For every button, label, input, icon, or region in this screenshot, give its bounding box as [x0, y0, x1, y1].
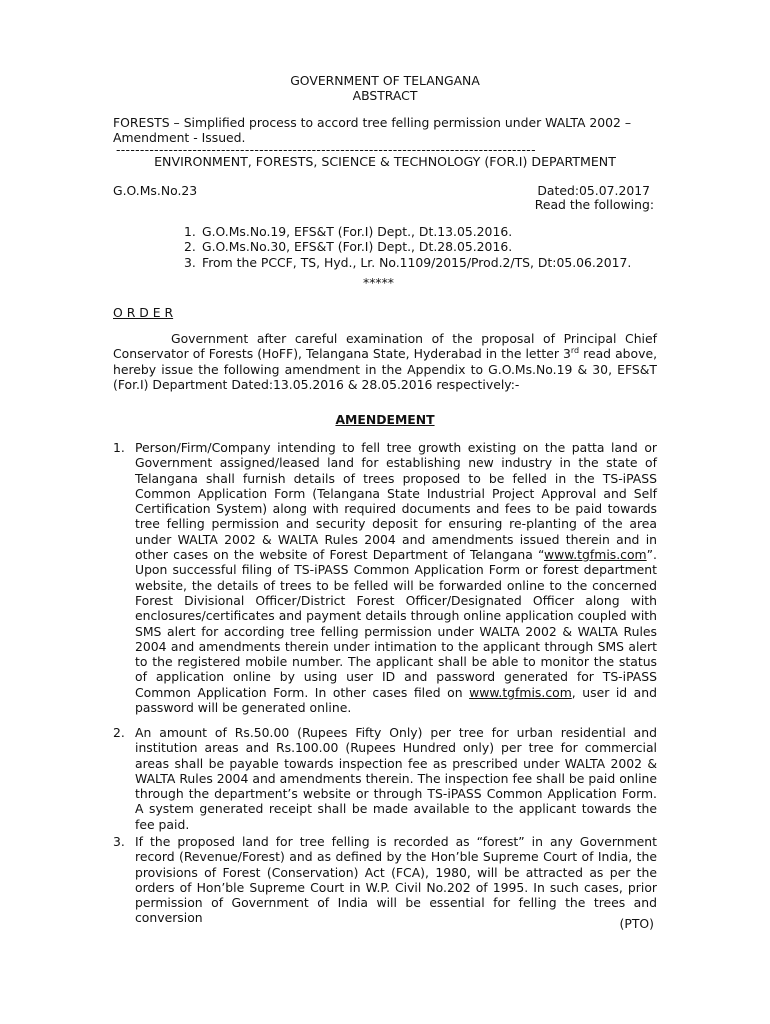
separator-stars: *****	[363, 275, 394, 290]
amendment-item-1: 1. Person/Firm/Company intending to fell tree growth existing on the patta land or Government assigned/leased land for establishing new industry in the state of Telangana shall furnish details of trees proposed to be felled in the TS-iPASS Common Application Form (Telangana State Industrial Project Approval and Self Certification System) along with required documents and fees to be paid towards tree felling permission and security deposit for ensuring re-planting of the area under WALTA 2002 & WALTA Rules 2004 and amendments issued therein and in other cases on the website of Forest Department of Telangana “www.tgfmis.com”. Upon successful filing of TS-iPASS Common Application Form or forest department website, the details of trees to be felled will be forwarded online to the concerned Forest Divisional Officer/District Forest Officer/Designated Officer along with enclosures/certificates and payment details through online application coupled with SMS alert for according tree felling permission under WALTA 2002 & WALTA Rules 2004 and amendments therein under intimation to the applicant through SMS alert to the registered mobile number. The applicant shall be able to monitor the status of application online by using user ID and password generated for TS-iPASS Common Application Form. In other cases filed on www.tgfmis.com, user id and password will be generated online.	[113, 440, 657, 716]
order-paragraph: Government after careful examination of the proposal of Principal Chief Conservator of Forests (HoFF), Telangana State, Hyderabad in the letter 3rd read above, hereby issue the following amendment in the Appendix to G.O.Ms.No.19 & 30, EFS&T (For.I) Department Dated:13.05.2016 & 28.05.2016 respectively:-	[113, 331, 658, 392]
order-heading: O R D E R	[113, 305, 174, 320]
website-link[interactable]: www.tgfmis.com	[469, 684, 572, 700]
separator-line: ----------------------------------------------------------------------------------------	[116, 142, 536, 157]
pto-marker: (PTO)	[619, 916, 654, 931]
subject-line: FORESTS – Simplified process to accord tree felling permission under WALTA 2002 – Amendment - Issued.	[113, 115, 632, 146]
read-following: Read the following:	[534, 197, 654, 212]
amendment-item-2: 2. An amount of Rs.50.00 (Rupees Fifty Only) per tree for urban residential and institution areas and Rs.100.00 (Rupees Hundred only) per tree for commercial areas shall be payable towards inspection fee as prescribed under WALTA 2002 & WALTA Rules 2004 and amendments therein. The inspection fee shall be paid online through the department’s website or through TS-iPASS Common Application Form. A system generated receipt shall be made available to the applicant towards the fee paid.	[113, 725, 657, 832]
website-link[interactable]: www.tgfmis.com	[543, 547, 647, 563]
header-abstract: ABSTRACT	[352, 88, 418, 103]
go-date: Dated:05.07.2017	[537, 183, 650, 198]
go-number: G.O.Ms.No.23	[113, 183, 198, 198]
header-government: GOVERNMENT OF TELANGANA	[290, 73, 480, 88]
reference-item: 2. G.O.Ms.No.30, EFS&T (For.I) Dept., Dt.28.05.2016.	[184, 239, 513, 255]
amendment-heading: AMENDEMENT	[335, 412, 435, 427]
department-name: ENVIRONMENT, FORESTS, SCIENCE & TECHNOLOGY (FOR.I) DEPARTMENT	[154, 154, 616, 169]
amendment-item-3: 3. If the proposed land for tree felling is recorded as “forest” in any Government record (Revenue/Forest) and as defined by the Hon’ble Supreme Court of India, the provisions of Forest (Conservation) Act (FCA), 1980, will be attracted as per the orders of Hon’ble Supreme Court in W.P. Civil No.202 of 1995. In such cases, prior permission of Government of India will be essential for felling the trees and conversion	[113, 834, 657, 926]
references-list	[184, 224, 654, 270]
reference-item: 1. G.O.Ms.No.19, EFS&T (For.I) Dept., Dt.13.05.2016.	[184, 224, 513, 239]
reference-item: 3. From the PCCF, TS, Hyd., Lr. No.1109/2015/Prod.2/TS, Dt:05.06.2017.	[184, 254, 632, 270]
